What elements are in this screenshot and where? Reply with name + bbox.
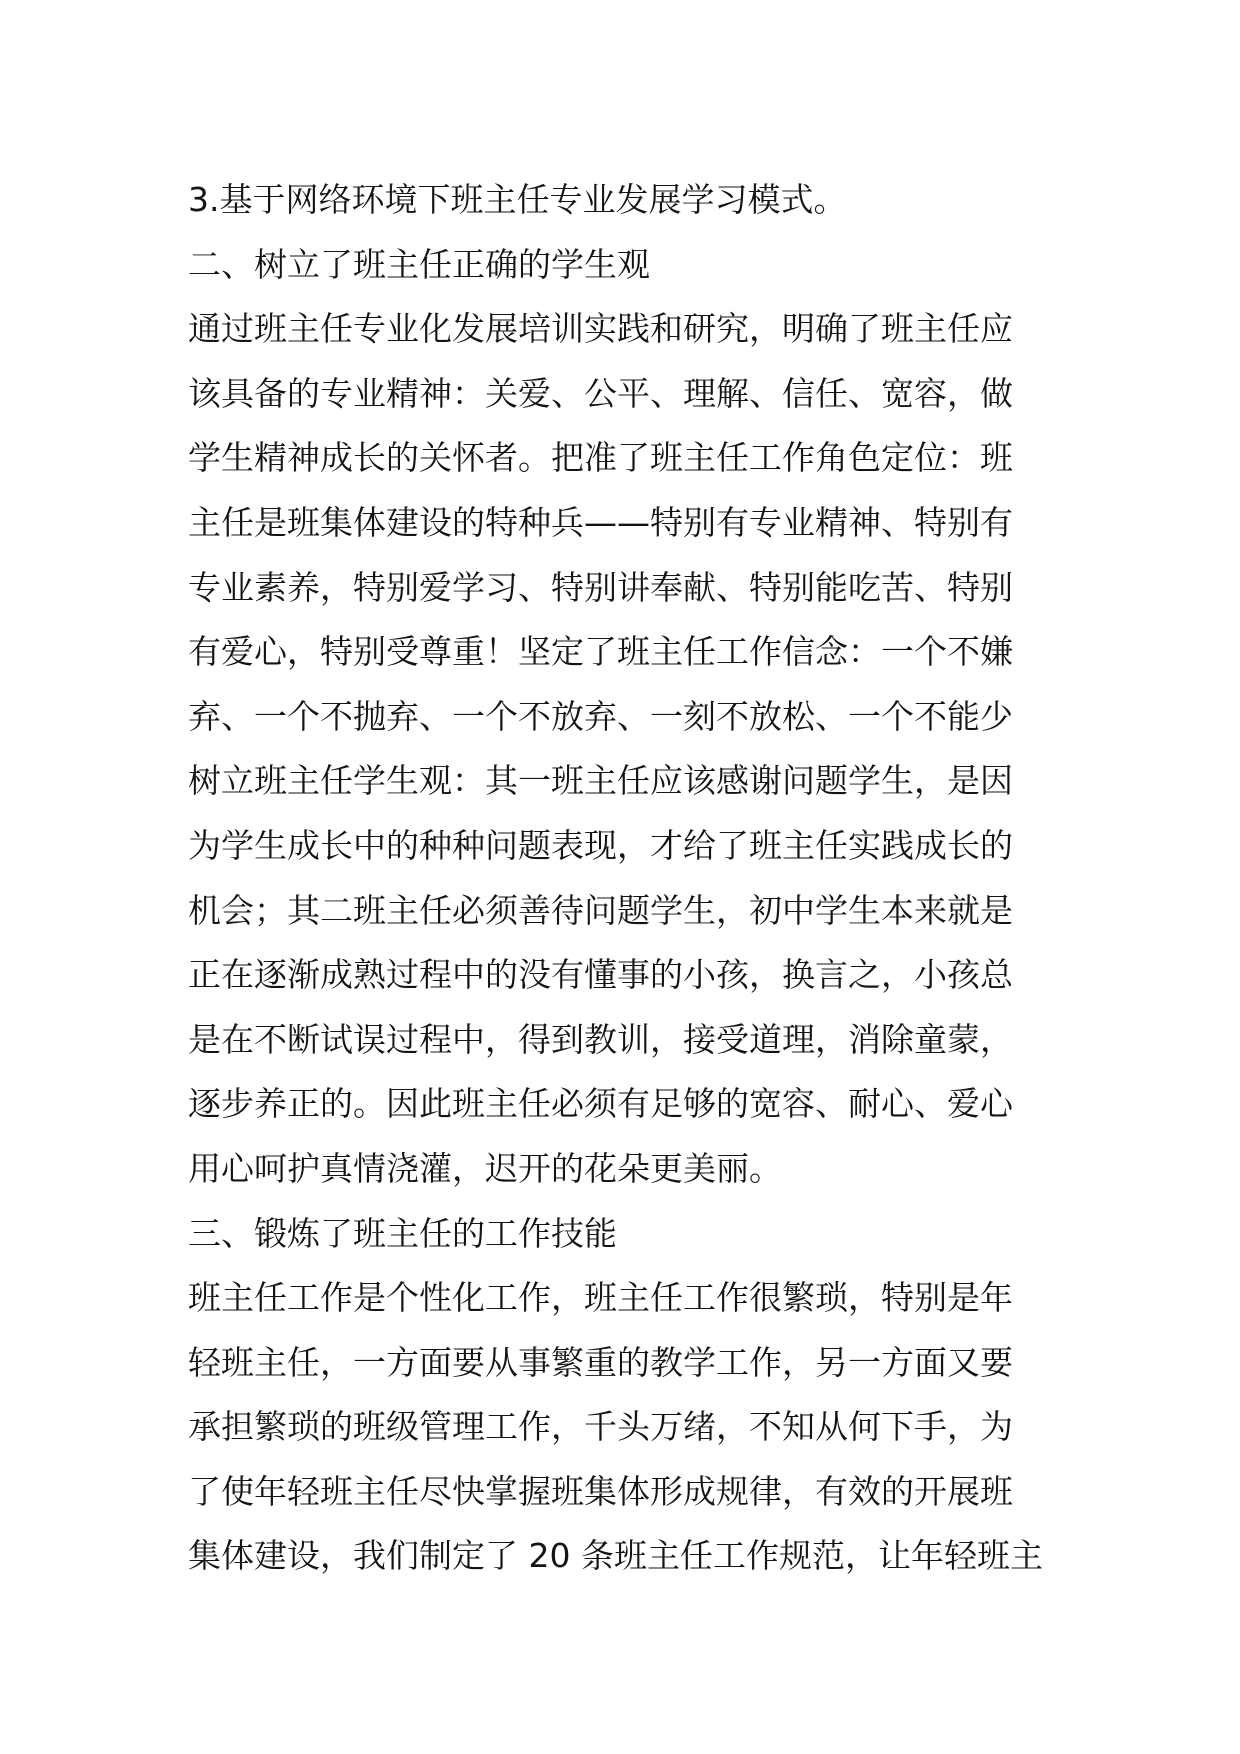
paragraph-line: 是在不断试误过程中，得到教训，接受道理，消除童蒙， [188, 1019, 1013, 1059]
section-heading-2: 二、树立了班主任正确的学生观 [188, 244, 650, 284]
paragraph-line: 集体建设，我们制定了 20 条班主任工作规范，让年轻班主 [188, 1536, 1043, 1576]
paragraph-line: 轻班主任，一方面要从事繁重的教学工作，另一方面又要 [188, 1342, 1013, 1382]
paragraph-line: 用心呵护真情浇灌，迟开的花朵更美丽。 [188, 1148, 782, 1188]
list-item-3: 3.基于网络环境下班主任专业发展学习模式。 [188, 180, 847, 219]
paragraph-line: 主任是班集体建设的特种兵——特别有专业精神、特别有 [188, 502, 1013, 542]
document-body [188, 168, 1068, 1589]
paragraph-line: 了使年轻班主任尽快掌握班集体形成规律，有效的开展班 [188, 1471, 1013, 1511]
paragraph-line: 学生精神成长的关怀者。把准了班主任工作角色定位：班 [188, 438, 1013, 478]
paragraph-line: 正在逐渐成熟过程中的没有懂事的小孩，换言之，小孩总 [188, 955, 1013, 995]
paragraph-line: 承担繁琐的班级管理工作，千头万绪，不知从何下手，为 [188, 1407, 1013, 1447]
paragraph-line: 机会；其二班主任必须善待问题学生，初中学生本来就是 [188, 890, 1013, 930]
paragraph-line: 通过班主任专业化发展培训实践和研究，明确了班主任应 [188, 309, 1013, 349]
paragraph-line: 班主任工作是个性化工作，班主任工作很繁琐，特别是年 [188, 1278, 1013, 1318]
paragraph-line: 逐步养正的。因此班主任必须有足够的宽容、耐心、爱心 [188, 1084, 1013, 1124]
paragraph-line: 该具备的专业精神：关爱、公平、理解、信任、宽容，做 [188, 373, 1013, 413]
paragraph-line: 为学生成长中的种种问题表现，才给了班主任实践成长的 [188, 825, 1013, 865]
paragraph-line: 专业素养，特别爱学习、特别讲奉献、特别能吃苦、特别 [188, 567, 1013, 607]
paragraph-line: 弃、一个不抛弃、一个不放弃、一刻不放松、一个不能少 [188, 696, 1013, 736]
paragraph-line: 树立班主任学生观：其一班主任应该感谢问题学生，是因 [188, 761, 1013, 801]
paragraph-line: 有爱心，特别受尊重！坚定了班主任工作信念：一个不嫌 [188, 632, 1013, 672]
section-heading-3: 三、锻炼了班主任的工作技能 [188, 1213, 617, 1253]
